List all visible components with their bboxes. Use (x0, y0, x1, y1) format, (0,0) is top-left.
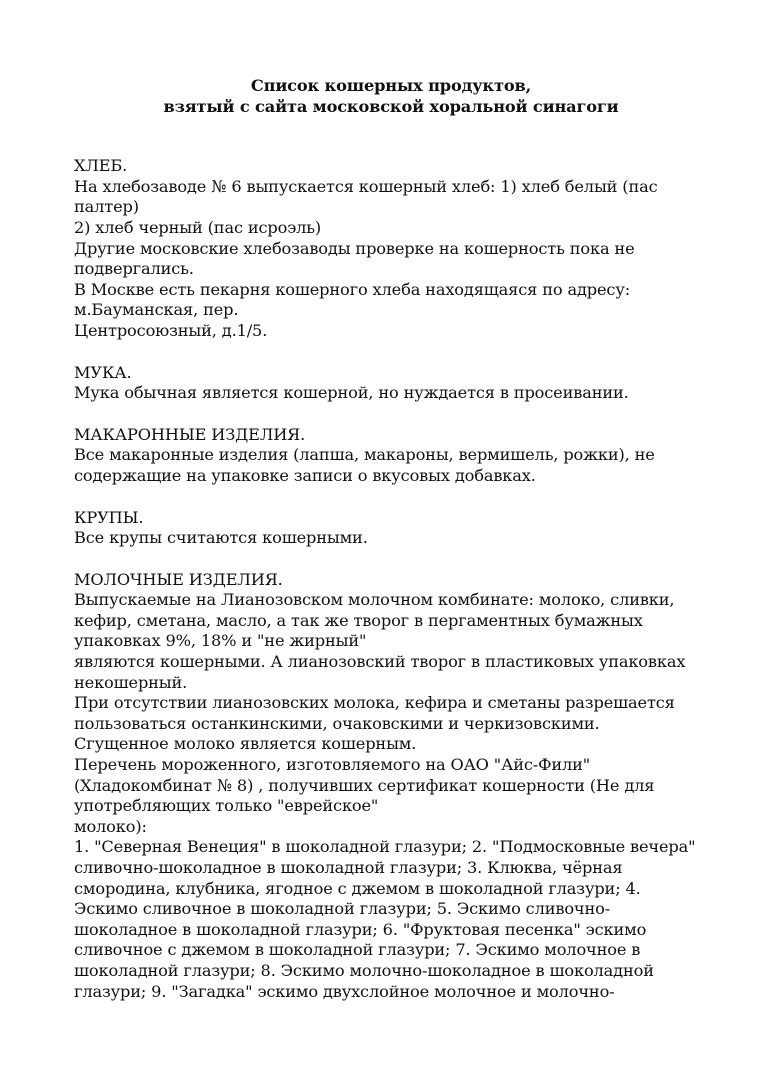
text-line: Другие московские хлебозаводы проверке на кошерность пока не (74, 238, 635, 258)
text-line: употребляющих только "еврейское" (74, 796, 379, 816)
text-line: упаковках 9%, 18% и "не жирный" (74, 631, 367, 651)
text-line: сливочно-шоколадное в шоколадной глазури; 3. Клюква, чёрная (74, 858, 623, 877)
text-line: пользоваться останкинскими, очаковскими и черкизовскими. (74, 713, 600, 733)
text-line: кефир, сметана, масло, а так же творог в пергаментных бумажных (74, 610, 643, 630)
section-bread (74, 156, 708, 341)
section-heading: МОЛОЧНЫЕ ИЗДЕЛИЯ. (74, 569, 283, 589)
title-line: Список кошерных продуктов, (250, 76, 532, 95)
text-line: смородина, клубника, ягодное с джемом в шоколадной глазури; 4. (74, 878, 641, 898)
section-grains (74, 508, 708, 549)
text-line: При отсутствии лианозовских молока, кефира и сметаны разрешается (74, 693, 675, 713)
text-line: м.Бауманская, пер. (74, 300, 239, 320)
text-line: содержащие на упаковке записи о вкусовых добавках. (74, 465, 536, 485)
text-line: Сгущенное молоко является кошерным. (74, 734, 417, 754)
document-title (74, 76, 708, 117)
text-line: Выпускаемые на Лианозовском молочном комбинате: молоко, сливки, (74, 590, 675, 610)
section-dairy (74, 570, 708, 1002)
text-line: Перечень мороженного, изготовляемого на ОАО "Айс-Фили" (74, 755, 591, 775)
section-heading: МАКАРОННЫЕ ИЗДЕЛИЯ. (74, 424, 306, 444)
text-line: На хлебозаводе № 6 выпускается кошерный хлеб: 1) хлеб белый (пас (74, 176, 658, 196)
section-pasta (74, 425, 708, 487)
text-line: В Москве есть пекарня кошерного хлеба находящаяся по адресу: (74, 279, 630, 299)
section-heading: МУКА. (74, 362, 132, 382)
text-line: 2) хлеб черный (пас исроэль) (74, 217, 322, 237)
text-line: Все макаронные изделия (лапша, макароны, вермишель, рожки), не (74, 445, 655, 465)
text-line: (Хладокомбинат № 8) , получивших сертификат кошерности (Не для (74, 775, 655, 795)
text-line: подвергались. (74, 259, 194, 279)
text-line: Эскимо сливочное в шоколадной глазури; 5. Эскимо сливочно- (74, 899, 611, 919)
text-line: молоко): (74, 816, 147, 836)
text-line: являются кошерными. А лианозовский творог в пластиковых упаковках (74, 652, 686, 672)
section-heading: КРУПЫ. (74, 507, 144, 527)
section-heading: ХЛЕБ. (74, 156, 128, 176)
title-line: взятый с сайта московской хоральной синагоги (163, 96, 619, 116)
text-line: сливочное с джемом в шоколадной глазури; 7. Эскимо молочное в (74, 940, 641, 960)
text-line: Центросоюзный, д.1/5. (74, 320, 268, 340)
text-line: шоколадной глазури; 8. Эскимо молочно-шоколадное в шоколадной (74, 960, 654, 980)
text-line: шоколадное в шоколадной глазури; 6. "Фруктовая песенка" эскимо (74, 919, 647, 939)
section-flour (74, 363, 708, 404)
text-line: Мука обычная является кошерной, но нуждается в просеивании. (74, 383, 629, 403)
text-line: палтер) (74, 197, 139, 217)
text-line: Все крупы считаются кошерными. (74, 528, 368, 548)
text-line: некошерный. (74, 672, 188, 692)
text-line: 1. "Северная Венеция" в шоколадной глазури; 2. "Подмосковные вечера" (74, 837, 696, 857)
text-line: глазури; 9. "Загадка" эскимо двухслойное молочное и молочно- (74, 981, 615, 1001)
